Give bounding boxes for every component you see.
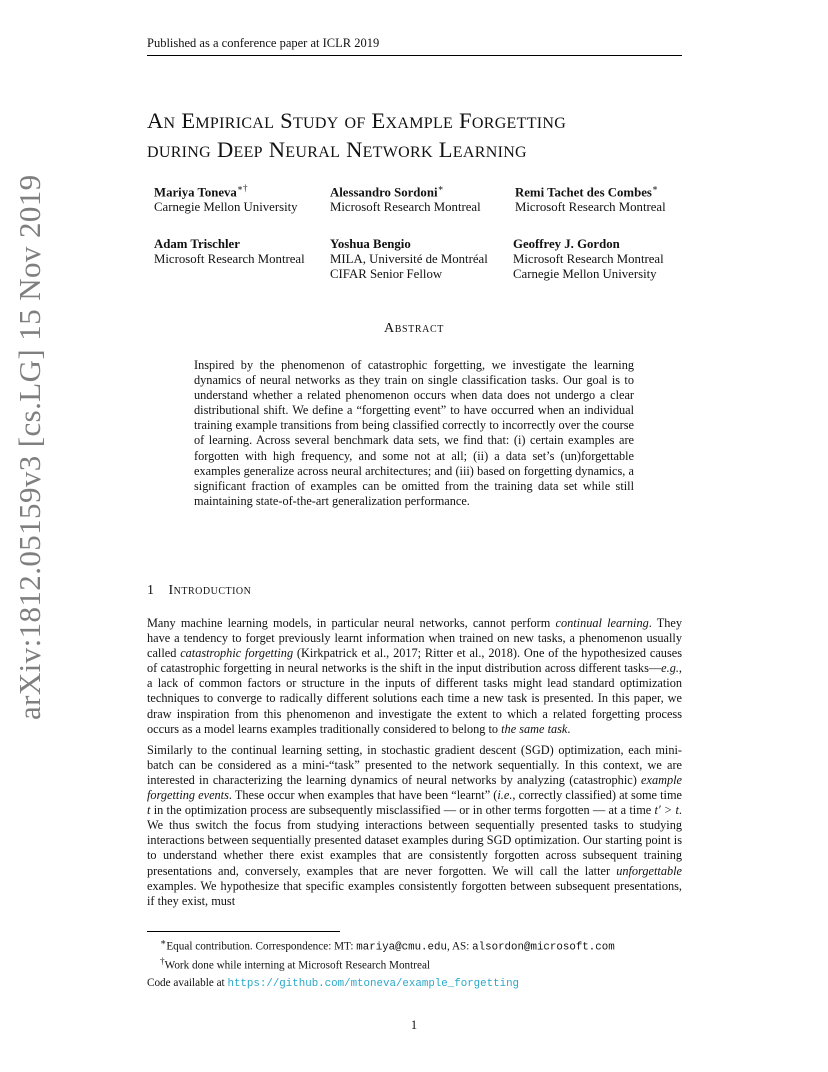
author-mark: ∗ — [437, 183, 444, 193]
abstract-text: Inspired by the phenomenon of catastrophic forgetting, we investigate the learning dynamics of neural networks as they train on single classification tasks. Our goal is to understand whether a related phenomenon occurs when data does not undergo a clear distributional shift. We define a “forgetting event” to have occurred when an individual training example transitions from being classified correctly to incorrectly over the course of learning. Across several benchmark data sets, we find that: (i) certain examples are forgotten with high frequency, and some not at all; (ii) a data set’s (un)forgettable examples generalize across neural architectures; and (iii) based on forgetting dynamics, a significant fraction of examples can be omitted from the training data set while still maintaining state-of-the-art generalization performance. — [194, 358, 634, 508]
footnote-text: Equal contribution. Correspondence: MT: — [166, 940, 357, 953]
text-run: . We thus switch the focus from studying interactions between sequentially presented tasks to studying interactions between sequentially presented dataset examples during SGD optimization. Our starting point is to understand whether there exist examples that are consistently forgotten across subsequent training presentations and, conversely, examples that are never forgotten. We will call the latter — [147, 803, 682, 878]
emphasis: example forgetting events — [147, 772, 682, 803]
author-name: Adam Trischler — [154, 237, 240, 251]
author-name: Remi Tachet des Combes — [515, 185, 652, 200]
footnotes — [160, 936, 690, 972]
author-1 — [154, 181, 298, 215]
author-affiliation: CIFAR Senior Fellow — [330, 267, 443, 281]
emphasis: catastrophic forgetting — [180, 646, 294, 661]
author-name: Yoshua Bengio — [330, 237, 411, 251]
code-url-link[interactable]: https://github.com/mtoneva/example_forgetting — [227, 978, 520, 990]
footnote-text: , AS: — [446, 940, 473, 953]
author-4 — [154, 237, 305, 267]
text-run: examples. We hypothesize that specific examples consistently forgotten between subsequent presentations, if they exist, must — [147, 878, 682, 908]
emphasis: e.g. — [661, 661, 679, 676]
paragraph — [147, 743, 682, 909]
code-label: Code available at — [147, 977, 228, 989]
author-affiliation: Carnegie Mellon University — [513, 267, 657, 281]
author-6 — [513, 237, 664, 282]
text-run: . These occur when examples that have been “learnt” ( — [228, 788, 498, 803]
emphasis: the same task — [501, 721, 568, 736]
section-heading — [147, 583, 251, 599]
footnote-2 — [160, 955, 690, 973]
paper-title — [147, 106, 707, 164]
author-mark: ∗ — [651, 183, 658, 193]
emphasis: i.e. — [497, 788, 513, 803]
running-header: Published as a conference paper at ICLR 2019 — [147, 36, 682, 56]
title-line-1: An Empirical Study of Example Forgetting — [147, 108, 567, 133]
paragraph — [147, 616, 682, 737]
footnote-mark: † — [160, 956, 165, 967]
math-inline: t — [147, 803, 151, 818]
author-name: Alessandro Sordoni — [330, 185, 438, 200]
author-affiliation: Microsoft Research Montreal — [330, 200, 481, 215]
author-2 — [330, 181, 481, 215]
text-run: , correctly classified) at some time — [512, 788, 682, 803]
text-run: in the optimization process are subsequently misclassified — or in other terms forgotten — at a time — [150, 803, 655, 818]
text-run: . They have a tendency to forget previously learnt information when trained on new tasks, a phenomenon usually called — [147, 616, 682, 661]
email-link[interactable]: alsordon@microsoft.com — [472, 941, 615, 954]
page-number: 1 — [410, 1018, 418, 1032]
email-link[interactable]: mariya@cmu.edu — [356, 941, 447, 954]
section-number: 1 — [147, 583, 155, 598]
author-affiliation: Microsoft Research Montreal — [154, 252, 305, 266]
author-affiliation: Microsoft Research Montreal — [513, 252, 664, 266]
text-run: (Kirkpatrick et al., 2017; Ritter et al., 2018). One of the hypothesized causes of catastrophic forgetting in neural networks is the shift in the input distribution across different tasks— — [147, 646, 682, 676]
author-5 — [330, 237, 488, 282]
footnote-text: Work done while interning at Microsoft Research Montreal — [164, 959, 431, 972]
body-text — [147, 616, 682, 915]
math-inline: t′ > t — [654, 803, 679, 818]
code-availability — [147, 977, 682, 990]
author-3 — [515, 181, 666, 215]
footnote-rule — [147, 931, 340, 932]
author-affiliation: Microsoft Research Montreal — [515, 200, 666, 215]
arxiv-sidebar-stamp: arXiv:1812.05159v3 [cs.LG] 15 Nov 2019 — [12, 174, 47, 720]
footnote-mark: ∗ — [160, 938, 167, 948]
abstract-heading: Abstract — [384, 321, 444, 336]
author-affiliation: MILA, Université de Montréal — [330, 252, 488, 266]
emphasis: unforgettable — [616, 863, 682, 878]
author-affiliation: Carnegie Mellon University — [154, 200, 298, 215]
title-line-2: during Deep Neural Network Learning — [147, 137, 527, 162]
footnote-1 — [160, 936, 690, 955]
emphasis: continual learning — [555, 616, 649, 630]
section-title: Introduction — [168, 583, 252, 598]
text-run: Many machine learning models, in particular neural networks, cannot perform — [147, 616, 556, 630]
text-run: , a lack of common factors or structure in the inputs of different tasks might lead standard optimization techniques to converge to radically different solutions each time a new task is presented. In this paper, we draw inspiration from this phenomenon and investigate the extent to which a related forgetting process occurs as a model learns examples traditionally considered to belong to — [147, 661, 682, 736]
author-name: Mariya Toneva — [154, 185, 237, 200]
text-run: . — [567, 721, 571, 736]
author-name: Geoffrey J. Gordon — [513, 237, 620, 251]
author-mark: ∗† — [236, 183, 248, 193]
text-run: Similarly to the continual learning setting, in stochastic gradient descent (SGD) optimization, each mini-batch can be considered as a mini-“task” presented to the network sequentially. In this context, we are interested in characterizing the learning dynamics of neural networks by analyzing (catastrophic) — [147, 742, 682, 787]
